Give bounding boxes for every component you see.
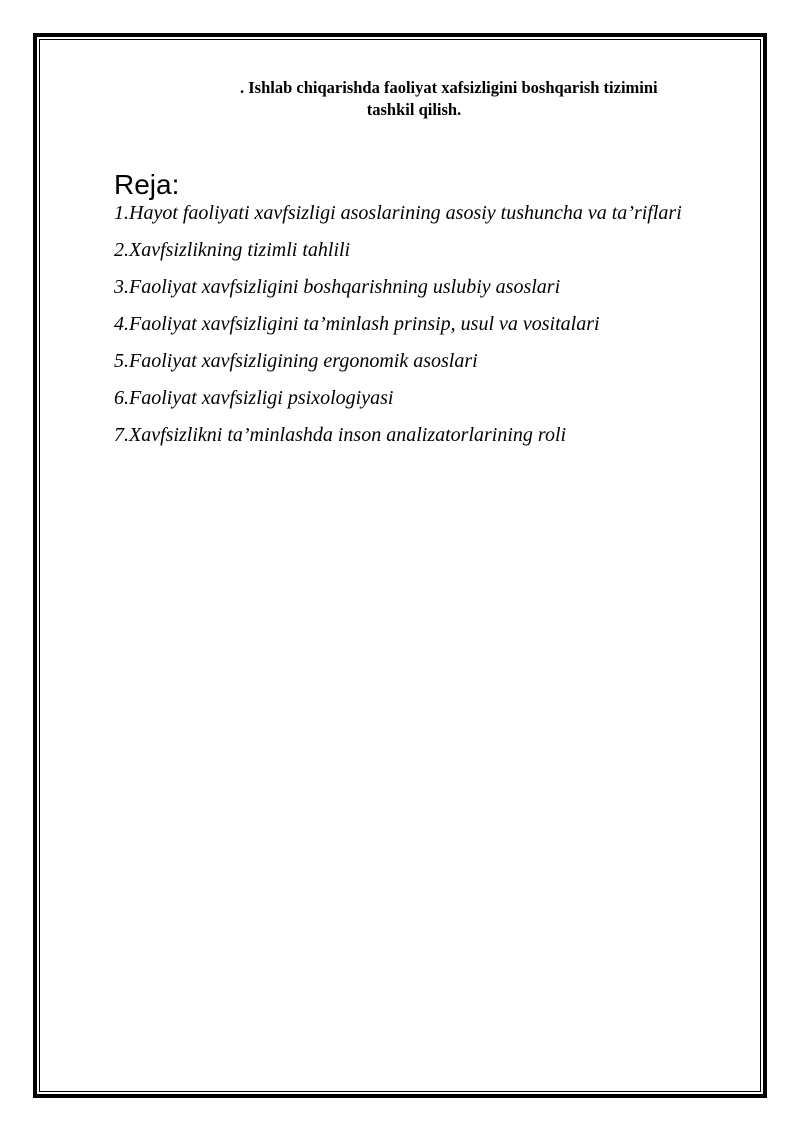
document-title-line-2: tashkil qilish. — [366, 100, 462, 119]
plan-item-6: 6.Faoliyat xavfsizligi psixologiyasi — [114, 387, 394, 409]
plan-item-7: 7.Xavfsizlikni ta’minlashda inson analizatorlarining roli — [114, 424, 567, 446]
document-title-line-1: . Ishlab chiqarishda faoliyat xafsizligini boshqarish tizimini — [240, 78, 658, 97]
plan-list — [114, 201, 682, 460]
plan-item-5: 5.Faoliyat xavfsizligining ergonomik asoslari — [114, 350, 478, 372]
plan-item-4: 4.Faoliyat xavfsizligini ta’minlash prinsip, usul va vositalari — [114, 313, 600, 335]
plan-item-2: 2.Xavfsizlikning tizimli tahlili — [114, 239, 351, 261]
plan-item-1: 1.Hayot faoliyati xavfsizligi asoslarining asosiy tushuncha va ta’riflari — [114, 202, 682, 224]
plan-item-3: 3.Faoliyat xavfsizligini boshqarishning uslubiy asoslari — [114, 276, 561, 298]
plan-heading: Reja: — [114, 169, 180, 200]
